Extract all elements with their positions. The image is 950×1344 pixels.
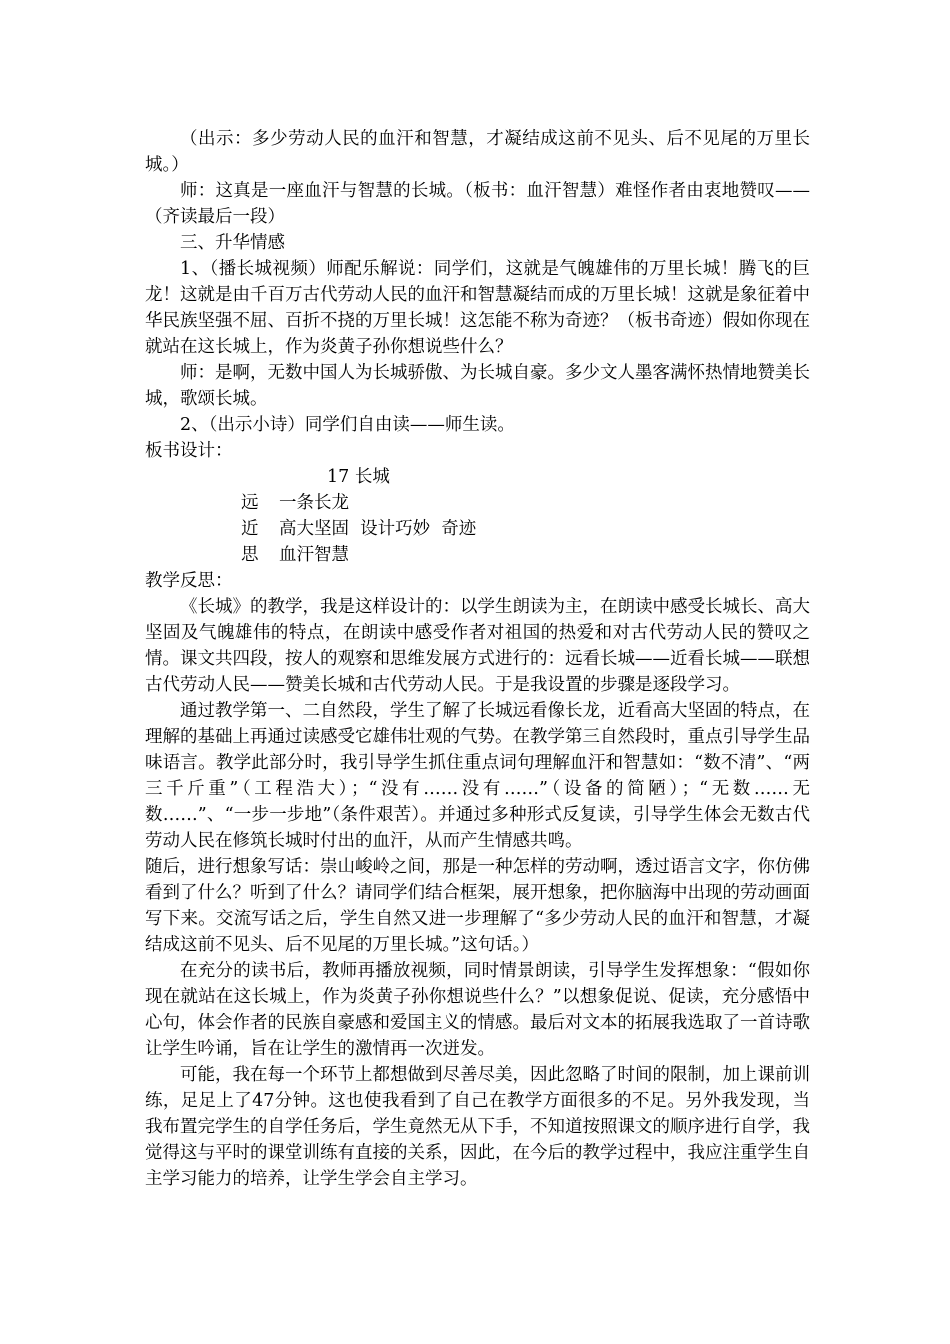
reflection-paragraph: 随后，进行想象写话：崇山峻岭之间，那是一种怎样的劳动啊，透过语言文字，你仿佛看到了什么？听到了什么？请同学们结合框架，展开想象，把你脑海中出现的劳动画面写下来。交流写话之后，学生自然又进一步理解了“多少劳动人民的血汗和智慧，才凝结成这前不见头、后不见尾的万里长城。”这句话。） [145,857,810,955]
board-row-text: 一条长龙 [279,493,349,513]
paragraph-show-quote: （出示：多少劳动人民的血汗和智慧，才凝结成这前不见头、后不见尾的万里长城。） [145,129,810,175]
board-design-heading: 板书设计： [145,441,233,461]
board-row-text: 高大坚固 设计巧妙 奇迹 [279,519,477,539]
paragraph-poem-reading: 2、（出示小诗）同学们自由读——师生读。 [180,415,515,435]
reflection-paragraph: 通过教学第一、二自然段，学生了解了长城远看像长龙，近看高大坚固的特点，在理解的基础上再通过读感受它雄伟壮观的气势。在教学第三自然段时，重点引导学生品味语言。教学此部分时，我引导学生抓住重点词句理解血汗和智慧如：“数不清”、“两三千斤重”（工程浩大）；“没有……没有……”（设备的简陋）；“无数……无数……”、“一步一步地”（条件艰苦）。并通过多种形式反复读，引导学生体会无数古代劳动人民在修筑长城时付出的血汗，从而产生情感共鸣。 [145,701,810,851]
reflection-paragraph: 《长城》的教学，我是这样设计的：以学生朗读为主，在朗读中感受长城长、高大坚固及气魄雄伟的特点，在朗读中感受作者对祖国的热爱和对古代劳动人民的赞叹之情。课文共四段，按人的观察和思维发展方式进行的：远看长城——近看长城——联想古代劳动人民——赞美长城和古代劳动人民。于是我设置的步骤是逐段学习。 [145,597,810,695]
document-page [145,126,810,1192]
reflection-paragraph: 可能，我在每一个环节上都想做到尽善尽美，因此忽略了时间的限制，加上课前训练，足足上了47分钟。这也使我看到了自己在教学方面很多的不足。另外我发现，当我布置完学生的自学任务后，学生竟然无从下手，不知道按照课文的顺序进行自学，我觉得这与平时的课堂训练有直接的关系，因此，在今后的教学过程中，我应注重学生自主学习能力的培养，让学生学会自主学习。 [145,1065,810,1189]
board-row-key: 远 [241,493,259,513]
paragraph-teacher-remark: 师：这真是一座血汗与智慧的长城。（板书：血汗智慧）难怪作者由衷地赞叹——（齐读最后一段） [145,181,810,227]
board-row-key: 近 [241,519,259,539]
reflection-paragraph: 在充分的读书后，教师再播放视频，同时情景朗读，引导学生发挥想象：“假如你现在就站在这长城上，作为炎黄子孙你想说些什么？”以想象促说、促读，充分感悟中心句，体会作者的民族自豪感和爱国主义的情感。最后对文本的拓展我选取了一首诗歌让学生吟诵，旨在让学生的激情再一次迸发。 [145,961,810,1059]
board-row-text: 血汗智慧 [279,545,349,565]
board-row-key: 思 [241,545,259,565]
board-design-row [145,542,810,568]
paragraph-teacher-praise: 师：是啊，无数中国人为长城骄傲、为长城自豪。多少文人墨客满怀热情地赞美长城，歌颂长城。 [145,363,810,409]
paragraph-video-narration: 1、（播长城视频）师配乐解说：同学们，这就是气魄雄伟的万里长城！腾飞的巨龙！这就是由千百万古代劳动人民的血汗和智慧凝结而成的万里长城！这就是象征着中华民族坚强不屈、百折不挠的万里长城！这怎能不称为奇迹？（板书奇迹）假如你现在就站在这长城上，作为炎黄子孙你想说些什么？ [145,259,810,357]
section-heading-emotion: 三、升华情感 [180,233,285,253]
board-design-row [145,516,810,542]
board-design [145,464,810,568]
board-design-title: 17 长城 [327,467,390,487]
reflection-heading: 教学反思： [145,571,233,591]
board-design-row [145,490,810,516]
